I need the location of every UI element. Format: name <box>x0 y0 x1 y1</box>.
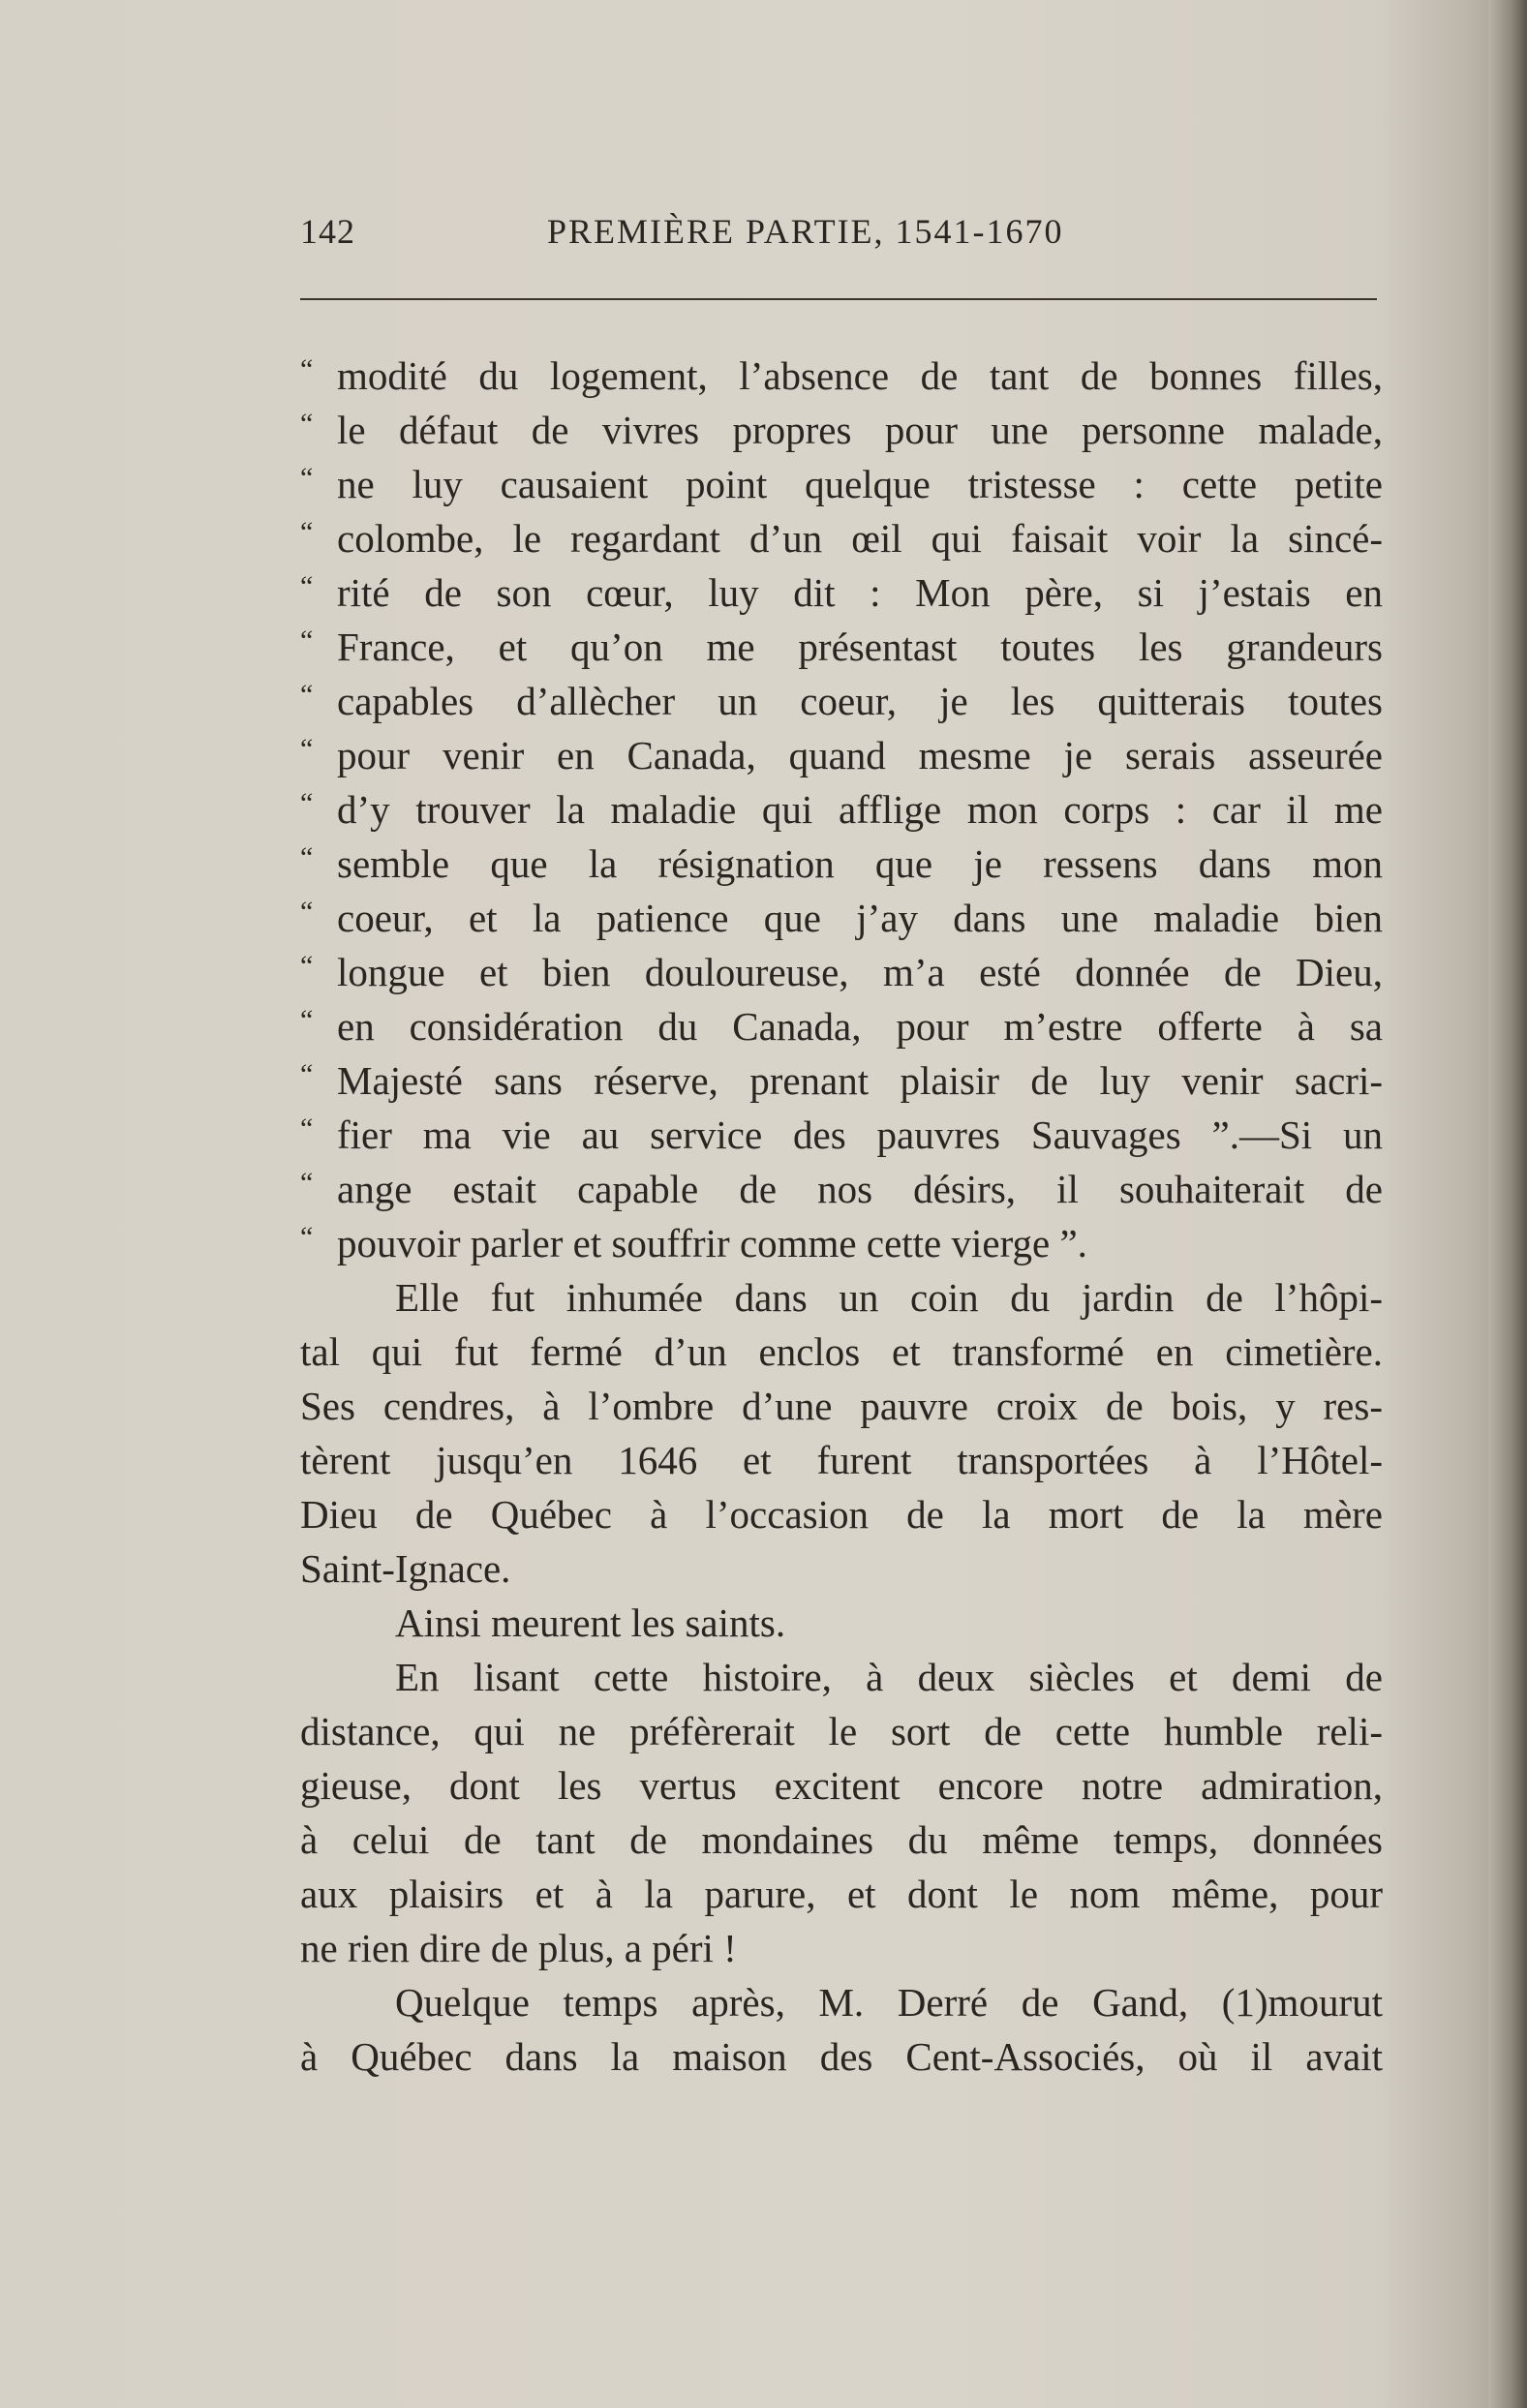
quote-line: “ ange estait capable de nos désirs, il souhaiterait de <box>300 1162 1383 1216</box>
paragraph-line: aux plaisirs et à la parure, et dont le nom même, pour <box>300 1872 1383 1916</box>
quote-line: “ capables d’allècher un coeur, je les quitterais toutes <box>300 674 1383 728</box>
quote-line: “ ne luy causaient point quelque tristesse : cette petite <box>300 457 1383 511</box>
paragraph-line: à celui de tant de mondaines du même temps, données <box>300 1817 1383 1862</box>
paragraph-line: Quelque temps après, M. Derré de Gand, (1)mourut <box>395 1980 1383 2025</box>
quote-line: “ coeur, et la patience que j’ay dans une maladie bien <box>300 891 1383 945</box>
quote-line: “ d’y trouver la maladie qui afflige mon corps : car il me <box>300 782 1383 837</box>
paragraph-line: tal qui fut fermé d’un enclos et transformé en cimetière. <box>300 1329 1383 1374</box>
paragraph-line: Elle fut inhumée dans un coin du jardin de l’hôpi- <box>395 1275 1383 1320</box>
quote-line: “ pour venir en Canada, quand mesme je serais asseurée <box>300 728 1383 782</box>
quote-line: “ longue et bien douloureuse, m’a esté donnée de Dieu, <box>300 945 1383 999</box>
paragraph-line: Ainsi meurent les saints. <box>395 1600 786 1645</box>
quote-line: “ le défaut de vivres propres pour une personne malade, <box>300 403 1383 457</box>
running-head: PREMIÈRE PARTIE, 1541-1670 <box>547 212 1064 251</box>
paragraph-line: gieuse, dont les vertus excitent encore notre admiration, <box>300 1763 1383 1808</box>
book-gutter <box>1488 0 1527 2408</box>
quote-line: “ en considération du Canada, pour m’estre offerte à sa <box>300 999 1383 1053</box>
quote-line: “ Majesté sans réserve, prenant plaisir de luy venir sacri- <box>300 1053 1383 1108</box>
page-number: 142 <box>300 212 355 251</box>
quote-line: “ rité de son cœur, luy dit : Mon père, si j’estais en <box>300 565 1383 620</box>
paragraph-line: tèrent jusqu’en 1646 et furent transportées à l’Hôtel- <box>300 1438 1383 1482</box>
paragraph-line: à Québec dans la maison des Cent-Associés, où il avait <box>300 2034 1383 2079</box>
quote-line: “ fier ma vie au service des pauvres Sauvages ”.—Si un <box>300 1108 1383 1162</box>
page-header <box>300 211 1375 259</box>
paragraph-line: Saint-Ignace. <box>300 1546 511 1591</box>
quote-line: “ France, et qu’on me présentast toutes les grandeurs <box>300 620 1383 674</box>
quote-line: “ modité du logement, l’absence de tant de bonnes filles, <box>300 349 1383 403</box>
paragraph-line: distance, qui ne préfèrerait le sort de cette humble reli- <box>300 1709 1383 1753</box>
header-rule <box>300 298 1377 300</box>
paragraph-line: Ses cendres, à l’ombre d’une pauvre croix de bois, y res- <box>300 1384 1383 1428</box>
paragraph-line: En lisant cette histoire, à deux siècles et demi de <box>395 1655 1383 1699</box>
quote-line: “ semble que la résignation que je ressens dans mon <box>300 837 1383 891</box>
paragraph-line: Dieu de Québec à l’occasion de la mort de la mère <box>300 1492 1383 1537</box>
quote-line: “ pouvoir parler et souffrir comme cette vierge ”. <box>300 1216 1383 1270</box>
quote-line: “ colombe, le regardant d’un œil qui faisait voir la sincé- <box>300 511 1383 565</box>
body-text <box>300 349 1383 2084</box>
paragraph-line: ne rien dire de plus, a péri ! <box>300 1926 737 1970</box>
